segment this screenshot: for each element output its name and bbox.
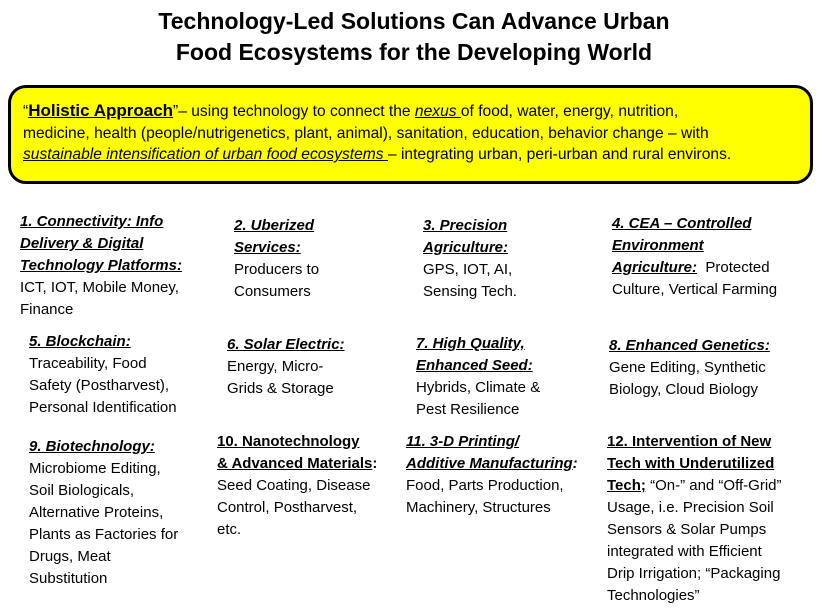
item-body: Biology, Cloud Biology <box>609 381 758 398</box>
item-connectivity <box>20 211 182 321</box>
item-heading: 9. Biotechnology: <box>29 438 155 455</box>
item-3d-printing <box>406 431 578 519</box>
item-body: Seed Coating, Disease <box>217 477 371 494</box>
item-body: GPS, IOT, AI, <box>423 261 513 278</box>
holistic-approach-callout <box>8 85 813 184</box>
item-body: Consumers <box>234 283 311 300</box>
callout-text-1: – using technology to connect the <box>178 103 415 120</box>
item-body: Producers to <box>234 261 320 278</box>
item-cea <box>612 213 777 301</box>
item-heading: Tech with Underutilized <box>607 455 775 472</box>
item-heading: Additive Manufacturing <box>406 455 573 472</box>
item-heading: 11. 3-D Printing/ <box>406 433 520 450</box>
item-body: Finance <box>20 301 74 318</box>
item-body: Personal Identification <box>29 399 177 416</box>
item-intervention-new-tech <box>607 431 782 607</box>
item-heading: Agriculture: <box>612 259 698 276</box>
item-body: etc. <box>217 521 242 538</box>
item-heading: Technology Platforms: <box>20 257 182 274</box>
callout-nexus: nexus <box>414 103 461 120</box>
callout-sustainable: sustainable intensification of urban food ecosystems <box>23 146 388 163</box>
item-body: Technologies” <box>607 587 700 604</box>
item-heading: 5. Blockchain: <box>29 333 131 350</box>
page-title <box>0 6 828 68</box>
item-body: Grids & Storage <box>227 380 334 397</box>
item-biotechnology <box>29 436 178 590</box>
item-body: Substitution <box>29 570 108 587</box>
item-heading: 8. Enhanced Genetics: <box>609 337 770 354</box>
item-heading: Environment <box>612 237 704 254</box>
item-body: Culture, Vertical Farming <box>612 281 778 298</box>
callout-text-3: – integrating urban, peri-urban and rural environs. <box>387 146 732 163</box>
callout-line-1 <box>23 100 800 123</box>
item-heading: 10. Nanotechnology <box>217 433 360 450</box>
item-heading: 4. CEA – Controlled <box>612 215 752 232</box>
item-heading: 6. Solar Electric: <box>227 336 345 353</box>
item-uberized-services <box>234 215 319 303</box>
callout-heading: Holistic Approach <box>28 101 174 120</box>
item-heading: 12. Intervention of New <box>607 433 772 450</box>
item-body: Pest Resilience <box>416 401 520 418</box>
item-body: Sensing Tech. <box>423 283 517 300</box>
item-precision-agriculture <box>423 215 517 303</box>
item-heading-colon: : <box>372 455 378 472</box>
item-body: Usage, i.e. Precision Soil <box>607 499 774 516</box>
item-heading: & Advanced Materials <box>217 455 373 472</box>
item-body: Control, Postharvest, <box>217 499 358 516</box>
item-body: integrated with Efficient <box>607 543 762 560</box>
callout-text-2: of food, water, energy, nutrition, <box>460 103 679 120</box>
title-line-1: Technology-Led Solutions Can Advance Urban <box>158 8 670 34</box>
item-blockchain <box>29 331 177 419</box>
item-body: Food, Parts Production, <box>406 477 564 494</box>
item-heading: Services: <box>234 239 301 256</box>
open-quote: “ <box>23 103 29 120</box>
item-body: Protected <box>697 259 770 276</box>
item-body: Traceability, Food <box>29 355 147 372</box>
item-heading-colon: : <box>572 455 578 472</box>
item-heading: Delivery & Digital <box>20 235 144 252</box>
item-enhanced-seed <box>416 333 540 421</box>
item-body: Alternative Proteins, <box>29 504 164 521</box>
item-body: Drugs, Meat <box>29 548 111 565</box>
title-line-2: Food Ecosystems for the Developing World <box>175 39 653 65</box>
item-heading: Enhanced Seed: <box>416 357 533 374</box>
close-quote: ” <box>173 103 179 120</box>
item-body: Gene Editing, Synthetic <box>609 359 766 376</box>
item-heading: 7. High Quality, <box>416 335 525 352</box>
item-body: ICT, IOT, Mobile Money, <box>20 279 179 296</box>
callout-line-3 <box>23 144 800 166</box>
item-heading: 2. Uberized <box>234 217 315 234</box>
item-body: Machinery, Structures <box>406 499 551 516</box>
item-solar-electric <box>227 334 345 400</box>
item-body: Sensors & Solar Pumps <box>607 521 767 538</box>
item-heading: Tech; <box>607 477 646 494</box>
item-body: Plants as Factories for <box>29 526 179 543</box>
item-heading: Agriculture: <box>423 239 509 256</box>
item-body: Energy, Micro- <box>227 358 324 375</box>
item-body: Drip Irrigation; “Packaging <box>607 565 781 582</box>
item-heading: 3. Precision <box>423 217 508 234</box>
item-nanotechnology <box>217 431 377 541</box>
item-enhanced-genetics <box>609 335 770 401</box>
item-body: Safety (Postharvest), <box>29 377 170 394</box>
item-heading: 1. Connectivity: Info <box>20 213 164 230</box>
item-body: Microbiome Editing, <box>29 460 161 477</box>
item-body: “On-” and “Off-Grid” <box>645 477 782 494</box>
item-body: Hybrids, Climate & <box>416 379 541 396</box>
item-body: Soil Biologicals, <box>29 482 135 499</box>
callout-line-2: medicine, health (people/nutrigenetics, plant, animal), sanitation, education, behavior change – with <box>23 124 709 142</box>
